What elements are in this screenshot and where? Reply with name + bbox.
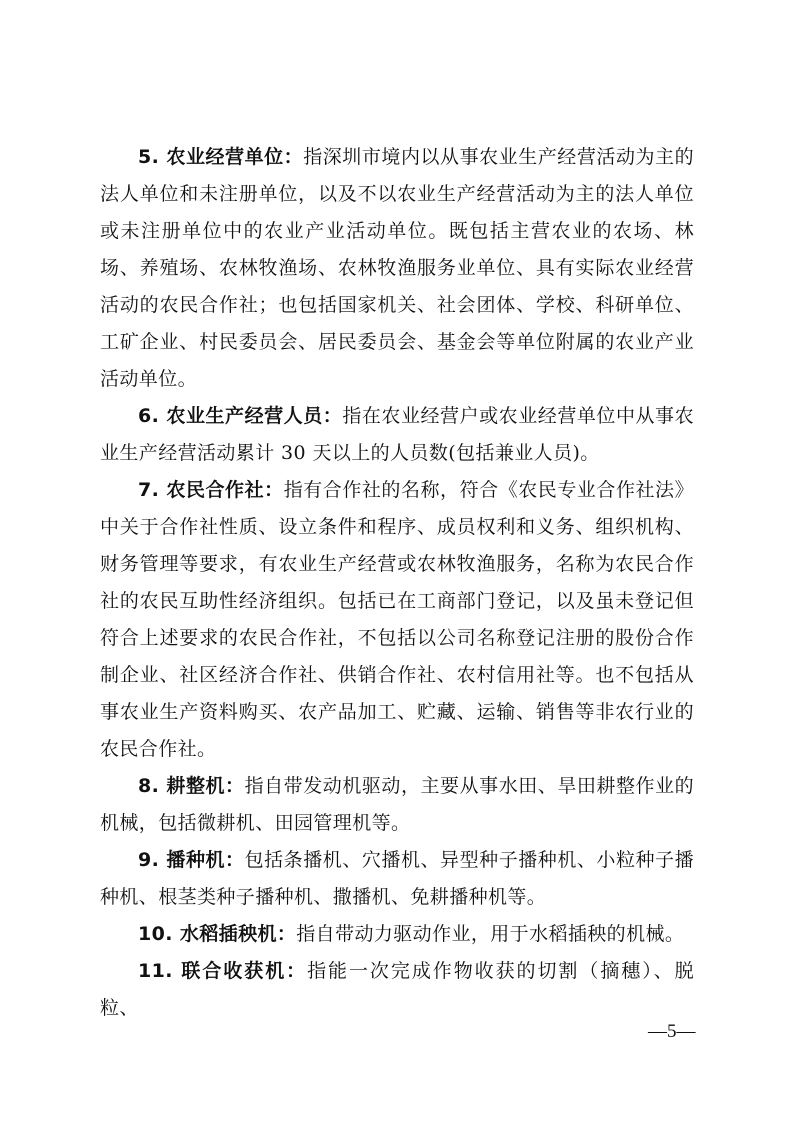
term-heading: 8. 耕整机： <box>138 775 245 797</box>
term-heading: 9. 播种机： <box>138 849 245 871</box>
term-heading: 10. 水稻插秧机： <box>138 923 297 945</box>
paragraph-farmers-cooperative <box>100 472 694 768</box>
paragraph-seeder <box>100 842 694 916</box>
term-definition: 指深圳市境内以从事农业生产经营活动为主的法人单位和未注册单位，以及不以农业生产经营活动为主的法人单位或未注册单位中的农业产业活动单位。既包括主营农业的农场、林场、养殖场、农林牧渔场、农林牧渔服务业单位、具有实际农业经营活动的农民合作社；也包括国家机关、社会团体、学校、科研单位、工矿企业、村民委员会、居民委员会、基金会等单位附属的农业产业活动单位。 <box>100 146 694 390</box>
paragraph-rice-transplanter <box>100 916 694 953</box>
paragraph-tilling-machine <box>100 768 694 842</box>
term-definition: 指在农业经营户或农业经营单位中从事农业生产经营活动累计 30 天以上的人员数(包括兼业人员)。 <box>100 405 694 464</box>
term-definition: 包括条播机、穴播机、异型种子播种机、小粒种子播种机、根茎类种子播种机、撒播机、免耕播种机等。 <box>100 849 695 908</box>
paragraph-combine-harvester <box>100 953 694 1027</box>
term-heading: 11. 联合收获机： <box>138 960 308 982</box>
paragraph-agricultural-business-unit <box>100 139 694 398</box>
page-number: —5— <box>648 1021 696 1042</box>
term-heading: 5. 农业经营单位： <box>138 146 304 168</box>
term-definition: 指有合作社的名称，符合《农民专业合作社法》中关于合作社性质、设立条件和程序、成员权利和义务、组织机构、财务管理等要求，有农业生产经营或农林牧渔服务，名称为农民合作社的农民互助性经济组织。包括已在工商部门登记，以及虽未登记但符合上述要求的农民合作社，不包括以公司名称登记注册的股份合作制企业、社区经济合作社、供销合作社、农村信用社等。也不包括从事农业生产资料购买、农产品加工、贮藏、运输、销售等非农行业的农民合作社。 <box>100 479 695 760</box>
paragraph-agricultural-workers <box>100 398 694 472</box>
term-definition: 指自带动力驱动作业，用于水稻插秧的机械。 <box>296 923 685 945</box>
term-definition: 指自带发动机驱动，主要从事水田、旱田耕整作业的机械，包括微耕机、田园管理机等。 <box>100 775 695 834</box>
term-heading: 7. 农民合作社： <box>138 479 284 501</box>
term-heading: 6. 农业生产经营人员： <box>138 405 343 427</box>
term-definition: 指能一次完成作物收获的切割（摘穗）、脱粒、 <box>100 960 694 1019</box>
document-body <box>100 139 694 1027</box>
